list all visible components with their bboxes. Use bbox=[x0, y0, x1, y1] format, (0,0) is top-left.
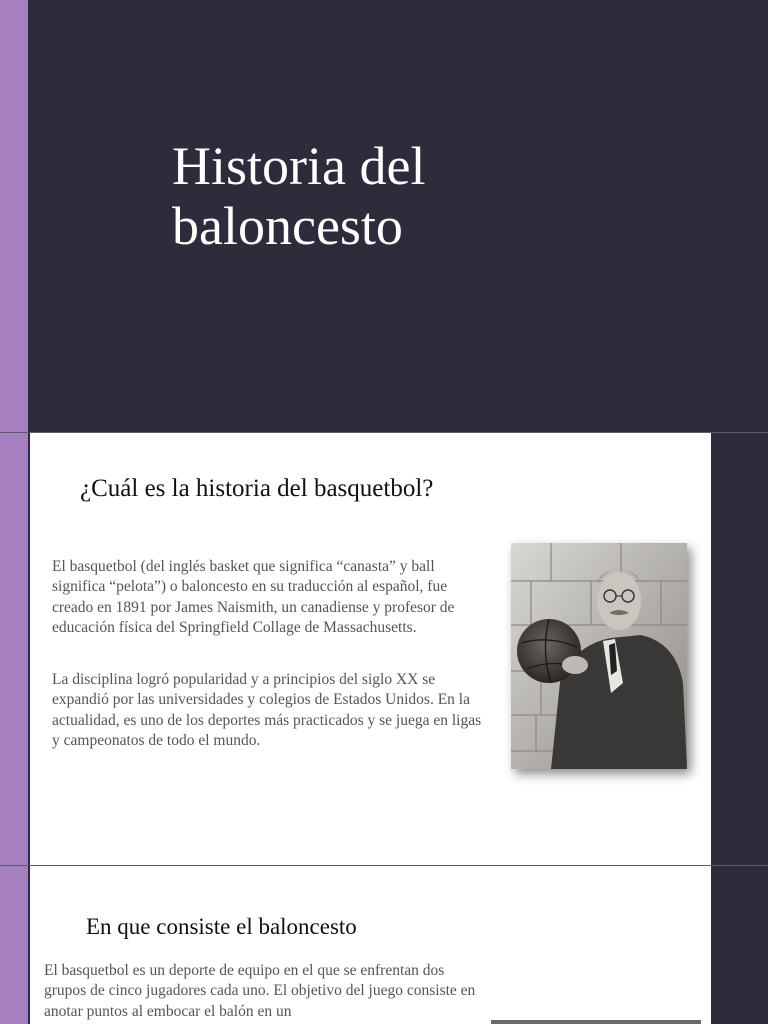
accent-bar bbox=[0, 433, 28, 865]
slide-title-line1: Historia del bbox=[172, 136, 426, 196]
accent-bar bbox=[0, 0, 28, 432]
slide-title-line2: baloncesto bbox=[172, 196, 403, 256]
portrait-illustration bbox=[511, 543, 687, 769]
james-naismith-photo bbox=[511, 543, 687, 769]
explanation-paragraph-1: El basquetbol es un deporte de equipo en el que se enfrentan dos grupos de cinco jugadores cada uno. El objetivo del juego consiste en anotar puntos al embocar el balón en un bbox=[44, 962, 476, 1020]
accent-bar bbox=[0, 866, 28, 1024]
history-paragraph-2: La disciplina logró popularidad y a principios del siglo XX se expandió por las universidades y colegios de Estados Unidos. En la actualidad, es uno de los deportes más practicados y se juega en ligas y campeonatos de todo el mundo. bbox=[52, 671, 482, 749]
history-slide bbox=[0, 433, 768, 865]
partial-image bbox=[491, 1020, 701, 1024]
explanation-heading: En que consiste el baloncesto bbox=[86, 914, 357, 939]
title-slide bbox=[0, 0, 768, 432]
slide-title bbox=[172, 136, 592, 256]
explanation-slide bbox=[0, 866, 768, 1024]
content-panel bbox=[30, 866, 711, 1024]
history-paragraph-1: El basquetbol (del inglés basket que significa “canasta” y ball significa “pelota”) o baloncesto en su traducción al español, fue creado en 1891 por James Naismith, un canadiense y profesor de educación física del Springfield Collage de Massachusetts. bbox=[52, 558, 455, 636]
history-heading: ¿Cuál es la historia del basquetbol? bbox=[80, 475, 434, 502]
content-panel bbox=[30, 433, 711, 865]
